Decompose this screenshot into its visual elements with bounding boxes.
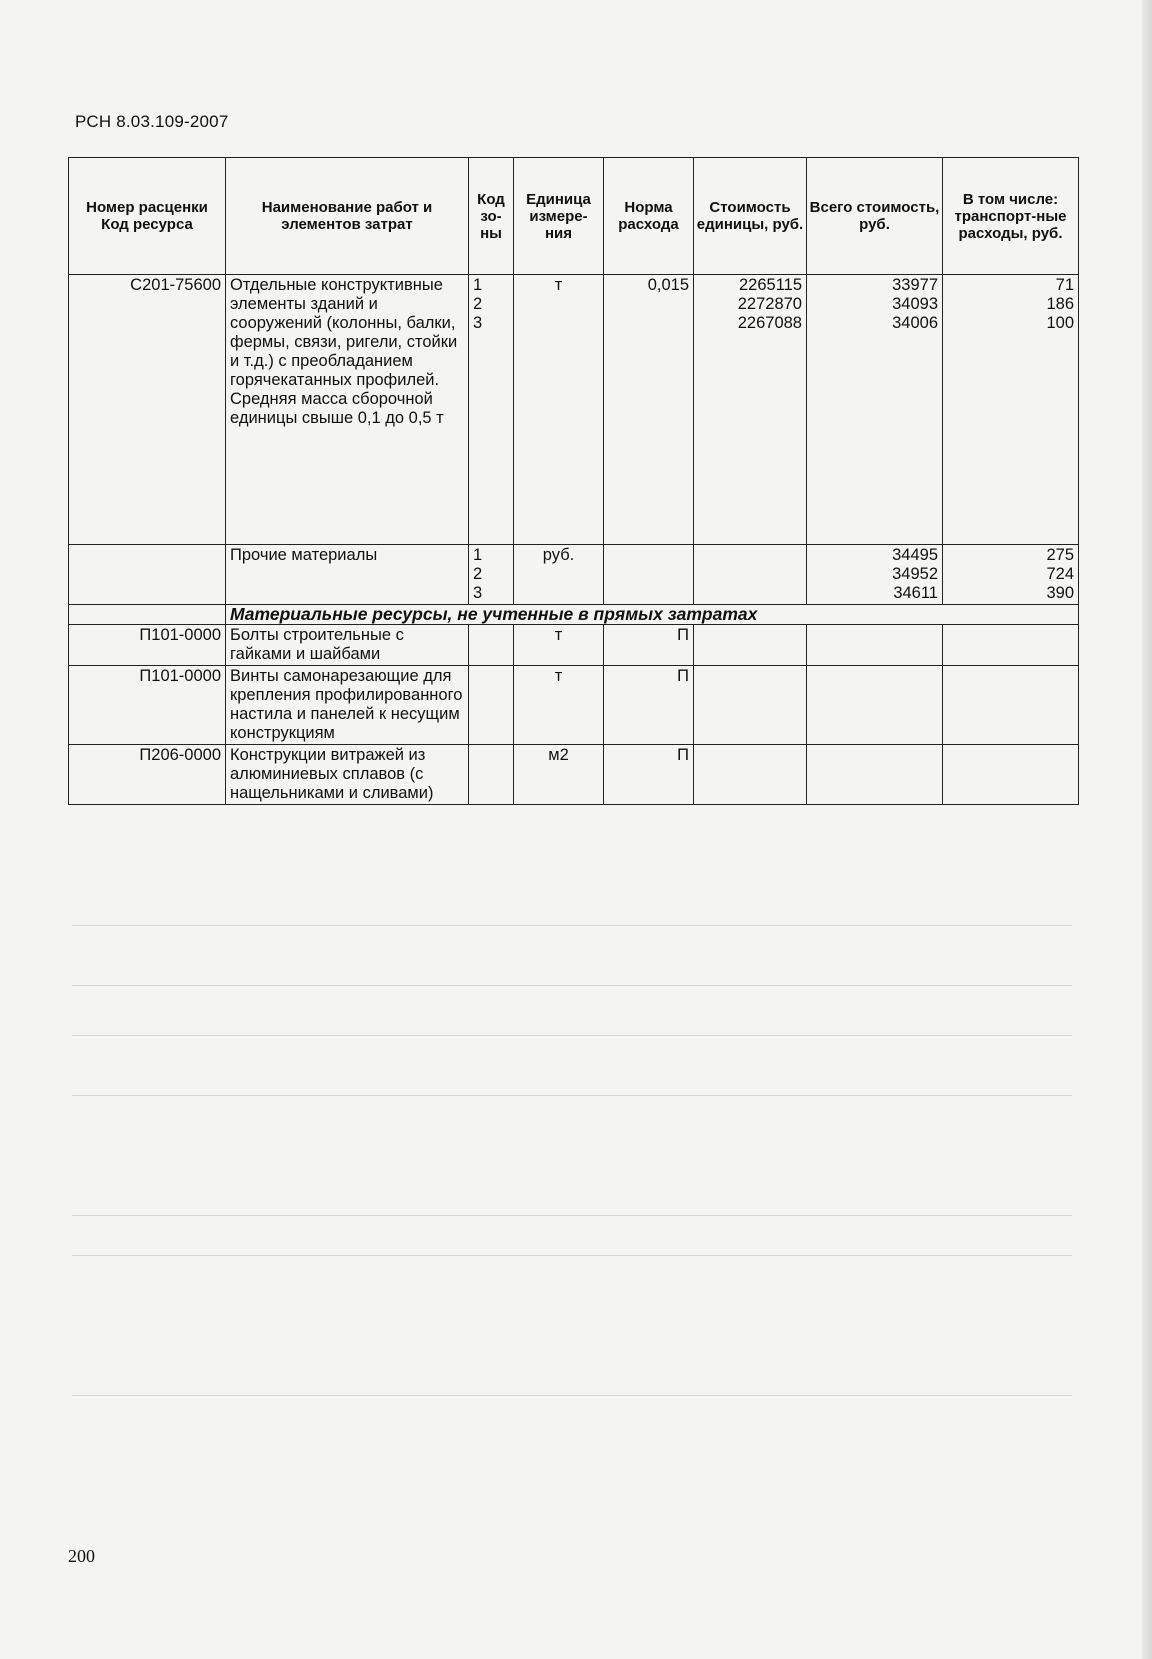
table-row	[69, 275, 1079, 545]
unit: руб.	[514, 545, 604, 605]
resource-code: П206-0000	[69, 745, 226, 805]
document-code: РСН 8.03.109-2007	[75, 112, 229, 131]
zone-code: 2	[473, 295, 483, 313]
header-code: Номер расценки Код ресурса	[69, 158, 226, 275]
total-cost: 34495	[892, 546, 938, 564]
header-row	[69, 158, 1079, 275]
table-row	[69, 666, 1079, 745]
unit-cost: 2267088	[737, 314, 802, 332]
norm	[604, 545, 694, 605]
resource-total-cost	[807, 745, 943, 805]
transport-cost: 275	[1046, 546, 1074, 564]
resource-unit: т	[514, 625, 604, 666]
resource-zone	[469, 666, 514, 745]
table-row	[69, 745, 1079, 805]
resource-zone	[469, 625, 514, 666]
table-row	[69, 625, 1079, 666]
resource-transport	[943, 625, 1079, 666]
resource-unit-cost	[694, 666, 807, 745]
resource-name: Болты строительные с гайками и шайбами	[226, 625, 469, 666]
rate-name: Прочие материалы	[226, 545, 469, 605]
unit-cost: 2272870	[737, 295, 802, 313]
resource-name: Конструкции витражей из алюминиевых сплавов (с нащельниками и сливами)	[226, 745, 469, 805]
resource-zone	[469, 745, 514, 805]
total-cost: 33977	[892, 276, 938, 294]
zone-code: 1	[473, 276, 483, 294]
section-code-cell	[69, 605, 226, 625]
header-transport: В том числе: транспорт-ные расходы, руб.	[943, 158, 1079, 275]
total-cost: 34093	[892, 295, 938, 313]
zone-code: 1	[473, 546, 483, 564]
zone-code: 3	[473, 314, 483, 332]
total-cost: 34611	[893, 584, 938, 602]
resource-norm: П	[604, 625, 694, 666]
unit-cost: 2265115	[738, 276, 802, 294]
header-zone: Код зо-ны	[469, 158, 514, 275]
unit: т	[514, 275, 604, 545]
zone-codes	[469, 545, 514, 605]
resource-name: Винты самонарезающие для крепления профилированного настила и панелей к несущим конструкциям	[226, 666, 469, 745]
transport-costs	[943, 275, 1079, 545]
rates-table	[68, 157, 1079, 805]
transport-cost: 71	[1055, 276, 1074, 294]
bleed-through-lines	[72, 925, 1072, 1395]
unit-costs	[694, 545, 807, 605]
page-edge	[1142, 0, 1152, 1659]
page-number: 200	[68, 1546, 95, 1566]
resource-code: П101-0000	[69, 625, 226, 666]
section-row	[69, 605, 1079, 625]
header-name: Наименование работ и элементов затрат	[226, 158, 469, 275]
total-costs	[807, 275, 943, 545]
resource-unit-cost	[694, 745, 807, 805]
transport-cost: 390	[1046, 584, 1074, 602]
resource-total-cost	[807, 666, 943, 745]
resource-unit: т	[514, 666, 604, 745]
header-unit-cost: Стоимость единицы, руб.	[694, 158, 807, 275]
resource-transport	[943, 745, 1079, 805]
table-row	[69, 545, 1079, 605]
resource-unit: м2	[514, 745, 604, 805]
resource-norm: П	[604, 745, 694, 805]
total-costs	[807, 545, 943, 605]
rate-code: С201-75600	[69, 275, 226, 545]
zone-codes	[469, 275, 514, 545]
unit-costs	[694, 275, 807, 545]
zone-code: 2	[473, 565, 483, 583]
header-norm: Норма расхода	[604, 158, 694, 275]
header-unit: Единица измере-ния	[514, 158, 604, 275]
norm: 0,015	[604, 275, 694, 545]
rate-code	[69, 545, 226, 605]
resource-transport	[943, 666, 1079, 745]
section-title: Материальные ресурсы, не учтенные в прямых затратах	[226, 605, 1079, 625]
total-cost: 34006	[892, 314, 938, 332]
resource-total-cost	[807, 625, 943, 666]
transport-cost: 724	[1046, 565, 1074, 583]
transport-cost: 100	[1046, 314, 1074, 332]
header-total-cost: Всего стоимость, руб.	[807, 158, 943, 275]
resource-norm: П	[604, 666, 694, 745]
resource-code: П101-0000	[69, 666, 226, 745]
rate-name: Отдельные конструктивные элементы зданий и сооружений (колонны, балки, фермы, связи, ригели, стойки и т.д.) с преобладанием горячекатанных профилей. Средняя масса сборочной единицы свыше 0,1 до 0,5 т	[226, 275, 469, 545]
zone-code: 3	[473, 584, 483, 602]
total-cost: 34952	[892, 565, 938, 583]
transport-cost: 186	[1046, 295, 1074, 313]
transport-costs	[943, 545, 1079, 605]
resource-unit-cost	[694, 625, 807, 666]
